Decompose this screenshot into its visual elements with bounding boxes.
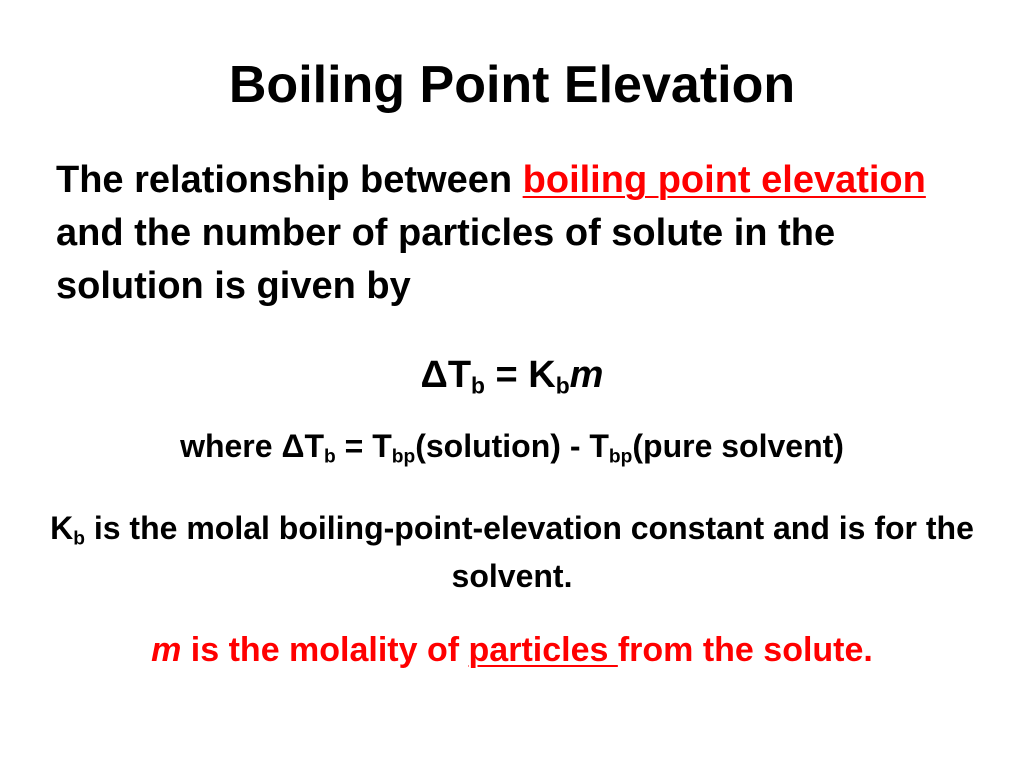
molality-m: m [151,631,182,669]
kb-sub-b: b [73,528,85,550]
where-solution: (solution) - T [415,428,609,464]
molality-text-after: from the solute. [617,631,873,669]
formula-equals-k: = K [484,354,556,396]
kb-k: K [50,510,74,546]
molality-text-before: is the molality of [181,631,469,669]
where-sub-b: b [323,446,336,468]
formula-m: m [569,354,604,396]
slide-title: Boiling Point Elevation [228,56,796,114]
formula [0,350,1024,400]
formula-delta-t: ΔT [420,354,472,396]
where-line [0,424,1024,468]
where-sub-bp-1: bp [391,446,416,468]
where-pure: (pure solvent) [632,428,844,464]
where-sub-bp-2: bp [608,446,633,468]
where-eq: = T [335,428,392,464]
formula-sub-b: b [471,372,485,399]
where-prefix: where ΔT [180,428,324,464]
kb-description [40,504,984,600]
intro-text-before: The relationship between [56,159,523,201]
intro-paragraph [56,154,976,313]
formula-sub-b-k: b [555,372,570,399]
molality-description [0,626,1024,674]
intro-text-after: and the number of particles of solute in the solution is given by [56,212,836,307]
kb-text: is the molal boiling-point-elevation constant and is for the solvent. [84,510,974,594]
particles-term: particles [468,631,618,669]
boiling-point-elevation-term: boiling point elevation [522,159,926,201]
